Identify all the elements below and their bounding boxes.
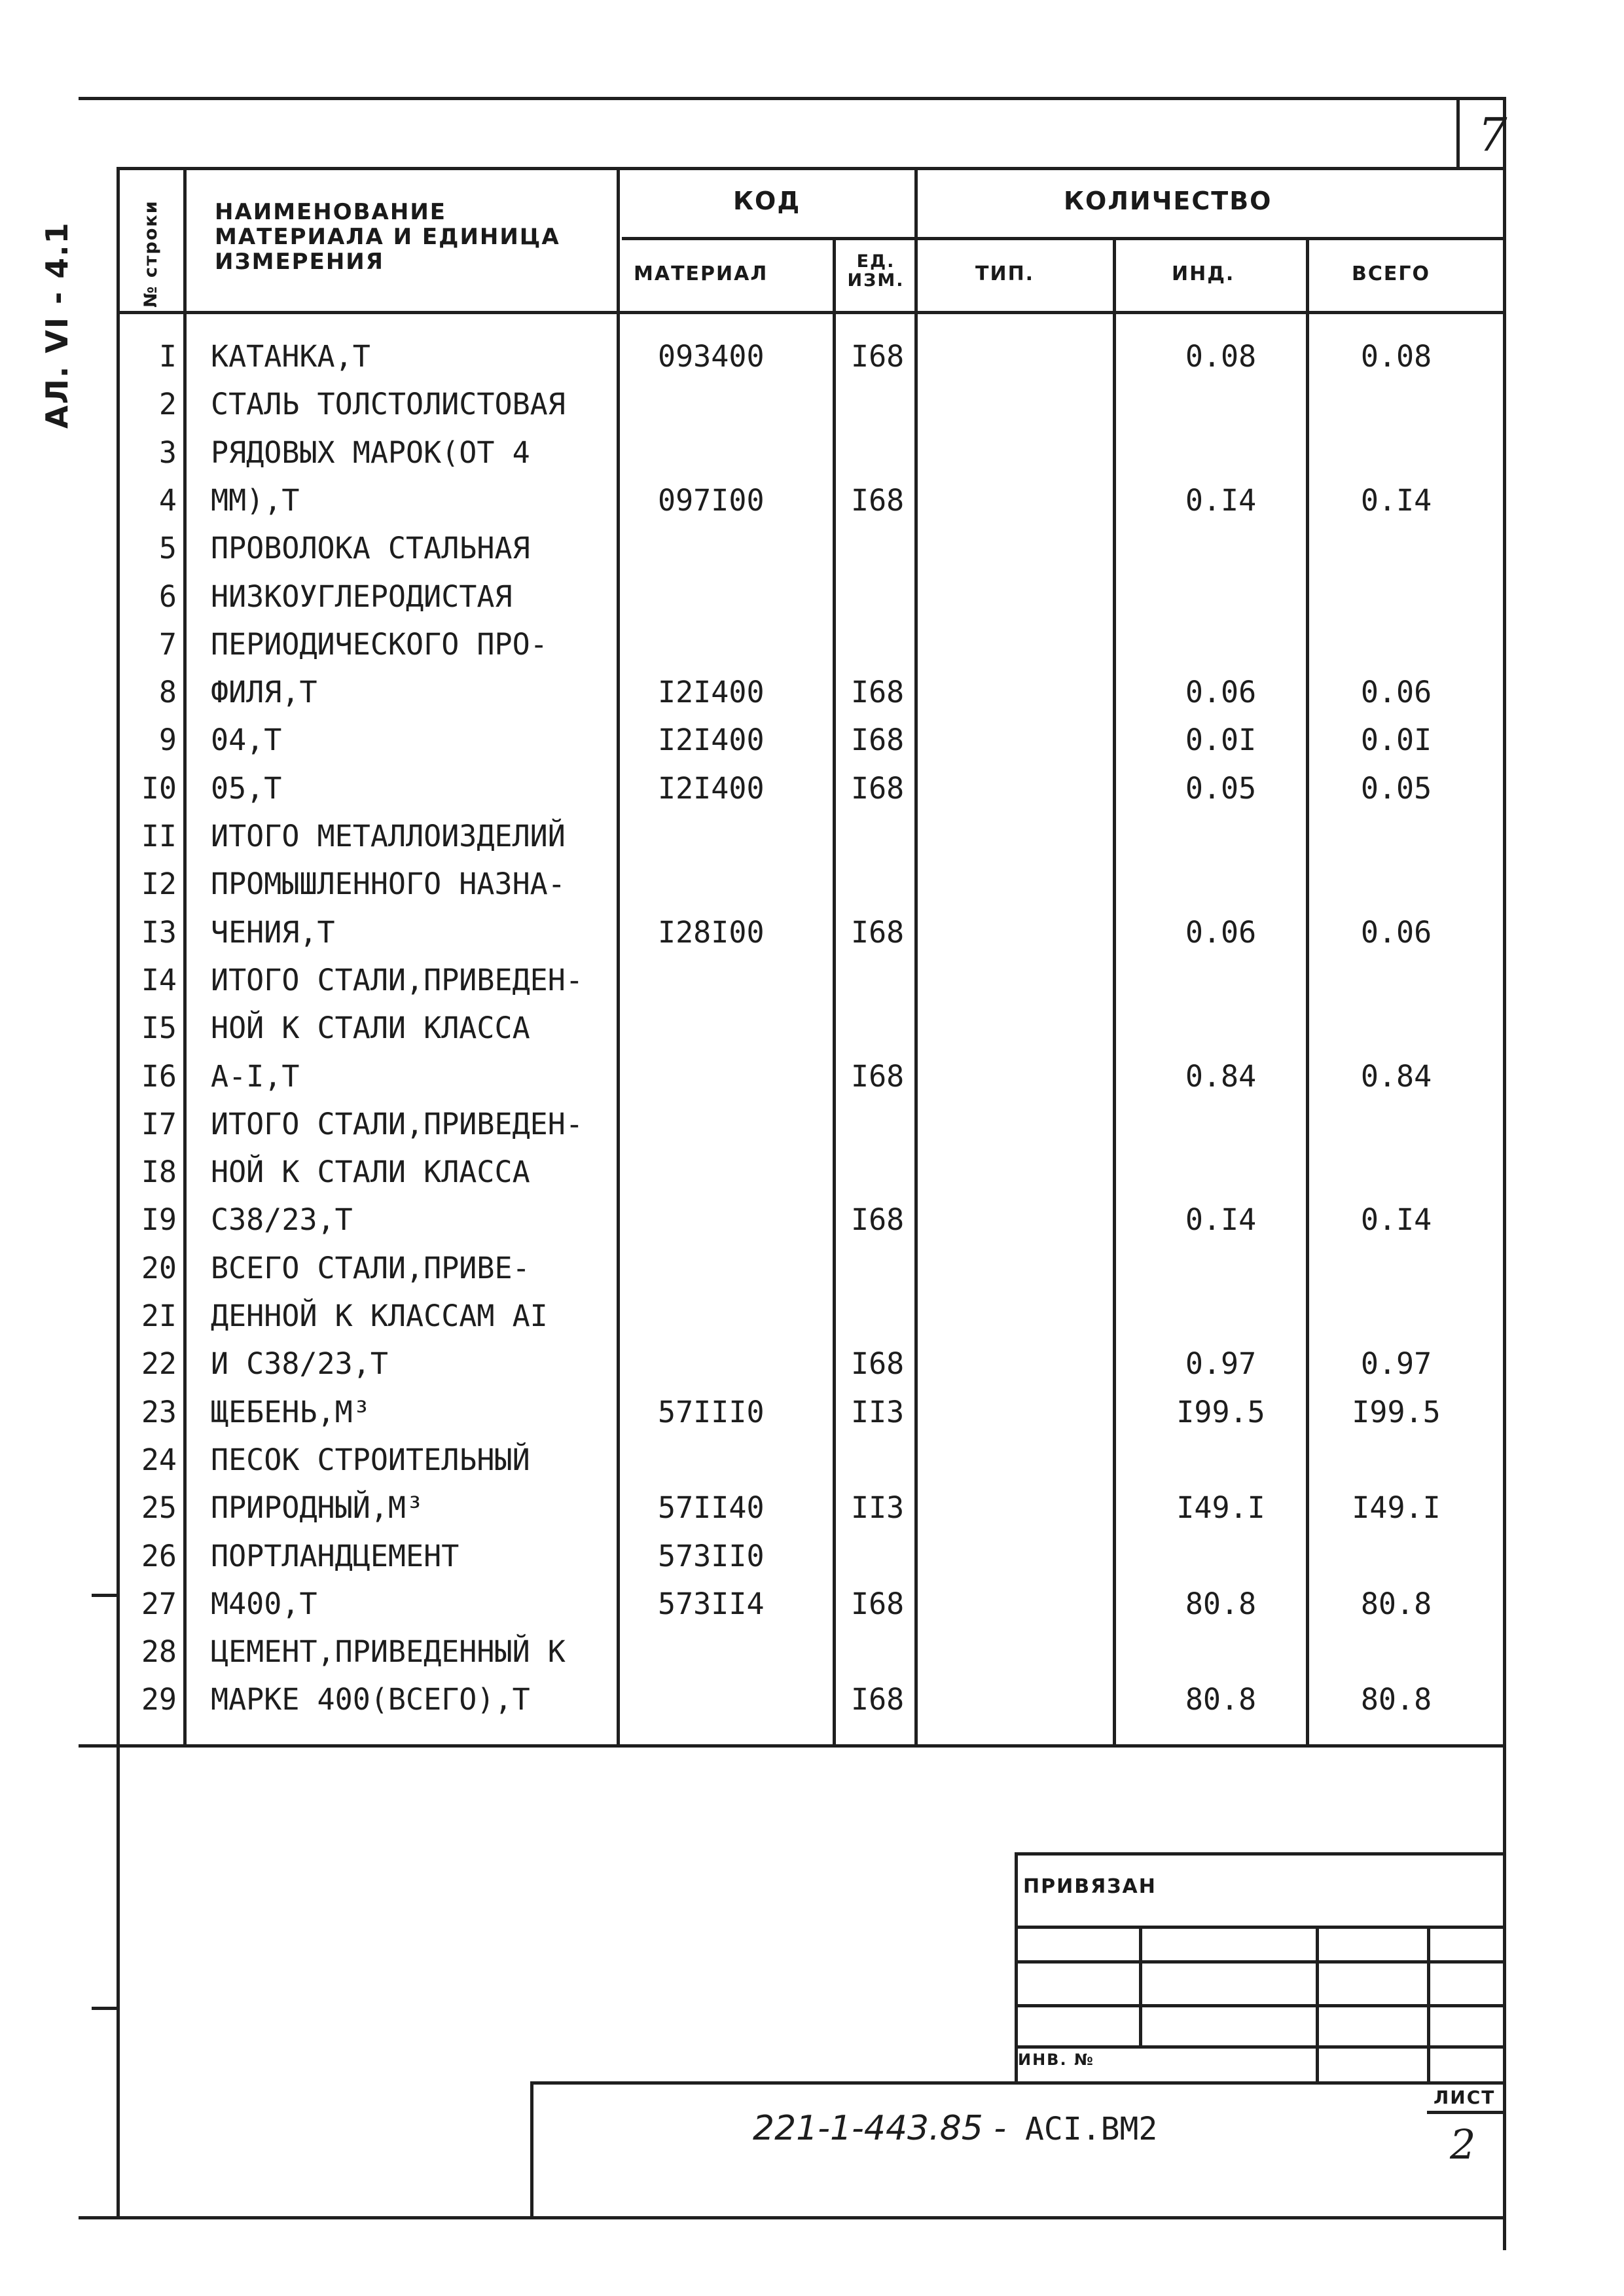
- row-number: 26: [141, 1539, 177, 1573]
- qty-ind: 0.0I: [1185, 723, 1257, 757]
- row-number: I5: [141, 1011, 177, 1045]
- stamp-row-line-3: [1015, 2004, 1504, 2007]
- qty-ind: 0.06: [1185, 915, 1257, 950]
- unit-code: I68: [851, 675, 905, 709]
- col-divider-material: [833, 237, 836, 1746]
- qty-ind: 0.84: [1185, 1059, 1257, 1094]
- material-name: ПОРТЛАНДЦЕМЕНТ: [211, 1539, 460, 1573]
- material-code: I2I400: [658, 675, 765, 709]
- row-number: 2: [158, 387, 177, 422]
- unit-code: I68: [851, 1682, 905, 1717]
- sheet-box-top-line: [1427, 2111, 1504, 2114]
- qty-total: 0.05: [1360, 771, 1432, 806]
- header-row-no-text: № строки: [141, 200, 161, 308]
- material-code: 573II0: [658, 1539, 765, 1573]
- stamp-row-line-4: [1015, 2045, 1504, 2049]
- page-number: 7: [1478, 108, 1507, 162]
- qty-total: 0.0I: [1360, 723, 1432, 757]
- table-bottom-line: [79, 1744, 1504, 1748]
- material-name: ЧЕНИЯ,Т: [211, 915, 335, 950]
- unit-code: I68: [851, 915, 905, 950]
- stamp-col-line-2: [1316, 1926, 1319, 2083]
- qty-total: 0.06: [1360, 675, 1432, 709]
- material-name: ФИЛЯ,Т: [211, 675, 317, 709]
- unit-code: I68: [851, 1587, 905, 1621]
- material-code: 097I00: [658, 483, 765, 518]
- document-designation: [753, 2109, 1157, 2148]
- row-number: 2I: [141, 1299, 177, 1333]
- material-name: СТАЛЬ ТОЛСТОЛИСТОВАЯ: [211, 387, 566, 422]
- material-name: М400,Т: [211, 1587, 317, 1621]
- qty-ind: 0.I4: [1185, 483, 1257, 518]
- qty-total: 0.97: [1360, 1346, 1432, 1381]
- qty-total: 0.84: [1360, 1059, 1432, 1094]
- material-name: МАРКЕ 400(ВСЕГО),Т: [211, 1682, 530, 1717]
- header-bottom-line: [117, 311, 1504, 314]
- qty-total: 0.08: [1360, 339, 1432, 374]
- material-name: ДЕННОЙ К КЛАССАМ АI: [211, 1299, 548, 1333]
- unit-code: I68: [851, 1059, 905, 1094]
- material-name: ЩЕБЕНЬ,М³: [211, 1395, 370, 1429]
- row-number: 6: [158, 579, 177, 614]
- qty-ind: 0.97: [1185, 1346, 1257, 1381]
- header-code-unit: ЕД. ИЗМ.: [847, 251, 905, 291]
- stamp-attached-label: ПРИВЯЗАН: [1023, 1875, 1157, 1898]
- row-number: 8: [158, 675, 177, 709]
- header-qty-total: ВСЕГО: [1352, 262, 1430, 285]
- unit-code: I68: [851, 723, 905, 757]
- row-number: 22: [141, 1346, 177, 1381]
- material-name: ПЕРИОДИЧЕСКОГО ПРО-: [211, 627, 548, 662]
- margin-tick-2: [92, 2007, 118, 2010]
- material-name: НИЗКОУГЛЕРОДИСТАЯ: [211, 579, 513, 614]
- qty-total: I99.5: [1352, 1395, 1441, 1429]
- material-name: С38/23,Т: [211, 1202, 353, 1237]
- unit-code: I68: [851, 339, 905, 374]
- row-number: 29: [141, 1682, 177, 1717]
- unit-code: I68: [851, 483, 905, 518]
- material-name: ПРОМЫШЛЕННОГО НАЗНА-: [211, 867, 566, 901]
- header-code-material: МАТЕРИАЛ: [634, 262, 768, 285]
- qty-ind: 0.08: [1185, 339, 1257, 374]
- material-name: НОЙ К СТАЛИ КЛАССА: [211, 1155, 530, 1189]
- qty-total: I49.I: [1352, 1490, 1441, 1525]
- qty-ind: 0.06: [1185, 675, 1257, 709]
- row-number: I4: [141, 963, 177, 997]
- sheet-label: ЛИСТ: [1434, 2087, 1496, 2108]
- row-number: I0: [141, 771, 177, 806]
- page-number-box-left: [1456, 97, 1460, 168]
- row-number: II: [141, 819, 177, 853]
- material-name: НОЙ К СТАЛИ КЛАССА: [211, 1011, 530, 1045]
- qty-ind: I49.I: [1176, 1490, 1265, 1525]
- designation-typed: АСI.ВМ2: [1025, 2111, 1158, 2147]
- col-divider-row-no: [183, 167, 187, 1746]
- row-number: 20: [141, 1251, 177, 1285]
- header-mid-line: [622, 237, 1504, 240]
- material-code: I2I400: [658, 771, 765, 806]
- material-name: ВСЕГО СТАЛИ,ПРИВЕ-: [211, 1251, 530, 1285]
- material-name: ЦЕМЕНТ,ПРИВЕДЕННЫЙ К: [211, 1634, 566, 1669]
- material-code: 093400: [658, 339, 765, 374]
- col-divider-typ: [1113, 237, 1116, 1746]
- qty-total: 0.I4: [1360, 1202, 1432, 1237]
- margin-tick-1: [92, 1594, 118, 1597]
- qty-total: 0.I4: [1360, 483, 1432, 518]
- header-qty-typ: ТИП.: [975, 262, 1035, 285]
- row-number: I9: [141, 1202, 177, 1237]
- row-number: I3: [141, 915, 177, 950]
- row-number: 9: [158, 723, 177, 757]
- stamp-top-line: [1015, 1852, 1504, 1856]
- material-name: ПРИРОДНЫЙ,М³: [211, 1490, 424, 1525]
- qty-ind: 80.8: [1185, 1587, 1257, 1621]
- material-name: ИТОГО МЕТАЛЛОИЗДЕЛИЙ: [211, 819, 566, 853]
- material-code: 573II4: [658, 1587, 765, 1621]
- row-number: 23: [141, 1395, 177, 1429]
- stamp-row-line-1: [1015, 1926, 1504, 1929]
- material-code: I28I00: [658, 915, 765, 950]
- qty-ind: I99.5: [1176, 1395, 1265, 1429]
- unit-code: II3: [851, 1395, 905, 1429]
- qty-ind: 0.I4: [1185, 1202, 1257, 1237]
- header-qty-group: КОЛИЧЕСТВО: [1064, 187, 1272, 215]
- stamp-inv-label: ИНВ. №: [1018, 2051, 1094, 2069]
- row-number: 4: [158, 483, 177, 518]
- row-number: 7: [158, 627, 177, 662]
- col-divider-name: [617, 167, 620, 1746]
- qty-ind: 80.8: [1185, 1682, 1257, 1717]
- row-number: 28: [141, 1634, 177, 1669]
- row-number: I: [158, 339, 177, 374]
- qty-ind: 0.05: [1185, 771, 1257, 806]
- unit-code: I68: [851, 1346, 905, 1381]
- stamp-row-line-2: [1015, 1960, 1504, 1964]
- title-block-left-line: [530, 2081, 533, 2219]
- row-number: 3: [158, 435, 177, 470]
- material-name: ПЕСОК СТРОИТЕЛЬНЫЙ: [211, 1443, 530, 1477]
- frame-left-line: [117, 167, 120, 2219]
- material-name: КАТАНКА,Т: [211, 339, 370, 374]
- material-name: И С38/23,Т: [211, 1346, 388, 1381]
- material-code: 57III0: [658, 1395, 765, 1429]
- material-name: ИТОГО СТАЛИ,ПРИВЕДЕН-: [211, 1107, 583, 1141]
- qty-total: 0.06: [1360, 915, 1432, 950]
- title-block-top-line: [530, 2081, 1504, 2085]
- header-name: НАИМЕНОВАНИЕ МАТЕРИАЛА И ЕДИНИЦА ИЗМЕРЕНИЯ: [215, 199, 560, 275]
- header-code-group: КОД: [733, 187, 801, 215]
- frame-bottom-line: [79, 2216, 1504, 2219]
- row-number: I2: [141, 867, 177, 901]
- header-qty-ind: ИНД.: [1172, 262, 1235, 285]
- designation-handwritten: 221-1-443.85 -: [753, 2109, 1007, 2148]
- stamp-left-line: [1015, 1852, 1018, 2083]
- frame-top-line: [79, 97, 1506, 100]
- stamp-col-line-1: [1139, 1926, 1142, 2045]
- material-name: 04,Т: [211, 723, 282, 757]
- qty-total: 80.8: [1360, 1682, 1432, 1717]
- side-code-text: АЛ. VI - 4.1: [39, 221, 75, 429]
- material-name: ММ),Т: [211, 483, 300, 518]
- sheet-value: 2: [1450, 2121, 1476, 2168]
- col-divider-ind: [1306, 237, 1309, 1746]
- material-name: РЯДОВЫХ МАРОК(ОТ 4: [211, 435, 530, 470]
- material-code: I2I400: [658, 723, 765, 757]
- stamp-col-line-3: [1427, 1926, 1430, 2083]
- col-divider-unit: [914, 167, 918, 1746]
- row-number: I8: [141, 1155, 177, 1189]
- row-number: 25: [141, 1490, 177, 1525]
- row-number: I6: [141, 1059, 177, 1094]
- unit-code: I68: [851, 1202, 905, 1237]
- unit-code: II3: [851, 1490, 905, 1525]
- material-name: ИТОГО СТАЛИ,ПРИВЕДЕН-: [211, 963, 583, 997]
- row-number: 27: [141, 1587, 177, 1621]
- material-name: 05,Т: [211, 771, 282, 806]
- row-number: 5: [158, 531, 177, 565]
- qty-total: 80.8: [1360, 1587, 1432, 1621]
- material-name: ПРОВОЛОКА СТАЛЬНАЯ: [211, 531, 530, 565]
- table-top-line: [117, 167, 1504, 170]
- row-number: 24: [141, 1443, 177, 1477]
- material-code: 57II40: [658, 1490, 765, 1525]
- unit-code: I68: [851, 771, 905, 806]
- row-number: I7: [141, 1107, 177, 1141]
- material-name: А-I,Т: [211, 1059, 300, 1094]
